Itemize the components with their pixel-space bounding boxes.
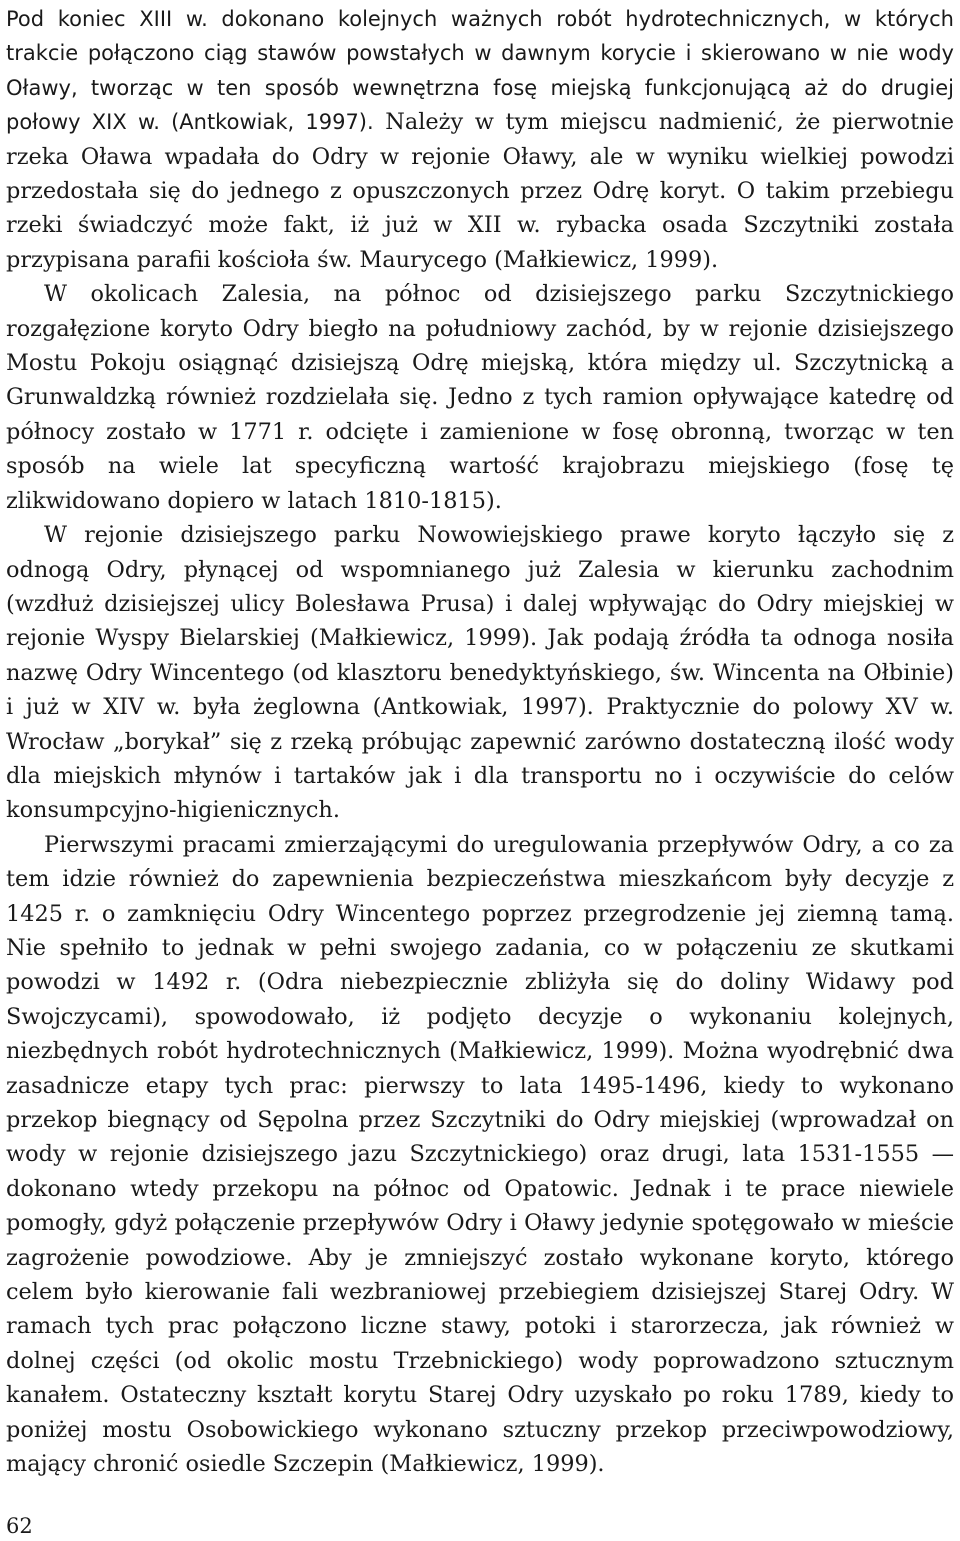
document-body [6, 2, 954, 1481]
paragraph-1-sans-run: Pod koniec XIII w. dokonano kolejnych ważnych robót hydrotechnicznych, w których trakcie połączono ciąg stawów powstałych w dawnym korycie i skierowano w nie wody Oławy, tworząc w ten sposób wewnętrzna fosę miejską funkcjonującą aż do drugiej połowy XIX w. (Antkowiak, 1997). [6, 7, 954, 135]
page-number: 62 [6, 1514, 33, 1538]
paragraph-2: W okolicach Zalesia, na północ od dzisiejszego parku Szczytnickiego rozgałęzione koryto Odry biegło na południowy zachód, by w rejonie dzisiejszego Mostu Pokoju osiągnąć dzisiejszą Odrę miejską, która między ul. Szczytnicką a Grunwaldzką również rozdzielała się. Jedno z tych ramion opływające katedrę od północy zostało w 1771 r. odcięte i zamienione w fosę obronną, tworząc w ten sposób na wiele lat specyficzną wartość krajobrazu miejskiego (fosę tę zlikwidowano dopiero w latach 1810-1815). [6, 281, 954, 514]
paragraph-1-serif-run: Należy w tym miejscu nadmienić, że pierwotnie rzeka Oława wpadała do Odry w rejonie Oławy, ale w wyniku wielkiej powodzi przedostała się do jednego z opuszczonych przez Odrę koryt. O takim przebiegu rzeki świadczyć może fakt, iż już w XII w. rybacka osada Szczytniki została przypisana parafii kościoła św. Maurycego (Małkiewicz, 1999). [6, 109, 954, 273]
paragraph-1 [6, 2, 954, 277]
paragraph-3: W rejonie dzisiejszego parku Nowowiejskiego prawe koryto łączyło się z odnogą Odry, płynącej od wspomnianego już Zalesia w kierunku zachodnim (wzdłuż dzisiejszej ulicy Bolesława Prusa) i dalej wpływając do Odry miejskiej w rejonie Wyspy Bielarskiej (Małkiewicz, 1999). Jak podają źródła ta odnoga nosiła nazwę Odry Wincentego (od klasztoru benedyktyńskiego, św. Wincenta na Ołbinie) i już w XIV w. była żeglowna (Antkowiak, 1997). Praktycznie do polowy XV w. Wrocław „borykał” się z rzeką próbując zapewnić zarówno dostateczną ilość wody dla miejskich młynów i tartaków jak i dla transportu no i oczywiście do celów konsumpcyjno-higienicznych. [6, 522, 954, 824]
paragraph-4: Pierwszymi pracami zmierzającymi do uregulowania przepływów Odry, a co za tem idzie również do zapewnienia bezpieczeństwa mieszkańcom były decyzje z 1425 r. o zamknięciu Odry Wincentego poprzez przegrodzenie jej ziemną tamą. Nie spełniło to jednak w pełni swojego zadania, co w połączeniu ze skutkami powodzi w 1492 r. (Odra niebezpiecznie zbliżyła się do doliny Widawy pod Swojczycami), spowodowało, iż podjęto decyzje o wykonaniu kolejnych, niezbędnych robót hydrotechnicznych (Małkiewicz, 1999). Można wyodrębnić dwa zasadnicze etapy tych prac: pierwszy to lata 1495-1496, kiedy to wykonano przekop biegnący od Sępolna przez Szczytniki do Odry miejskiej (wprowadzał on wody w rejonie dzisiejszego jazu Szczytnickiego) oraz drugi, lata 1531-1555 — dokonano wtedy przekopu na północ od Opatowic. Jednak i te prace niewiele pomogły, gdyż połączenie przepływów Odry i Oławy jedynie spotęgowało w mieście zagrożenie powodziowe. Aby je zmniejszyć zostało wykonane koryto, którego celem było kierowanie fali wezbraniowej przebiegiem dzisiejszej Starej Odry. W ramach tych prac połączono liczne stawy, potoki i starorzecza, jak również w dolnej części (od okolic mostu Trzebnickiego) wody poprowadzono sztucznym kanałem. Ostateczny kształt korytu Starej Odry uzyskało po roku 1789, kiedy to poniżej mostu Osobowickiego wykonano sztuczny przekop przeciwpowodziowy, mający chronić osiedle Szczepin (Małkiewicz, 1999). [6, 831, 954, 1478]
